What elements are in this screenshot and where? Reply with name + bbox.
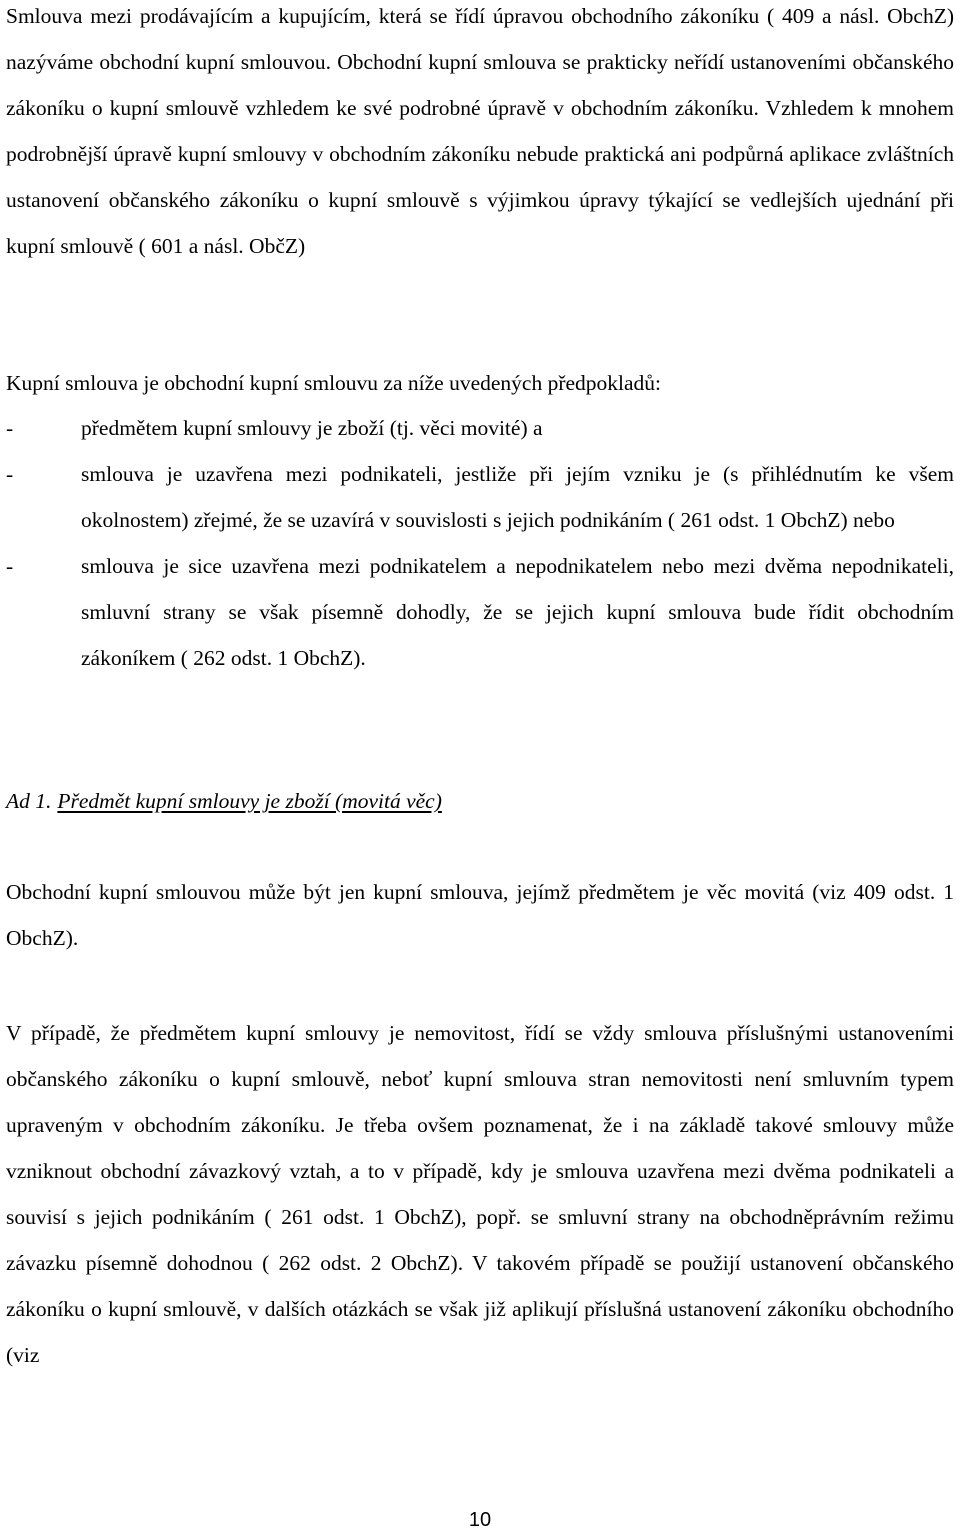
- section-heading-title: Předmět kupní smlouvy je zboží (movitá věc): [57, 789, 442, 813]
- list-dash: -: [6, 554, 14, 578]
- paragraph-real-estate: V případě, že předmětem kupní smlouvy je nemovitost, řídí se vždy smlouva příslušnými ustanoveními občanského zákoníku o kupní smlouvě, neboť kupní smlouva stran nemovitosti není smluvním typem upraveným v obchodním zákoníku. Je třeba ovšem poznamenat, že i na základě takové smlouvy může vzniknout obchodní závazkový vztah, a to v případě, kdy je smlouva uzavřena mezi dvěma podnikateli a souvisí s jejich podnikáním ( 261 odst. 1 ObchZ), popř. se smluvní strany na obchodněprávním režimu závazku písemně dohodnou ( 262 odst. 2 ObchZ). V takovém případě se použijí ustanovení občanského zákoníku o kupní smlouvě, v dalších otázkách se však již aplikují příslušná ustanovení zákoníku obchodního (viz: [6, 1021, 954, 1367]
- list-dash: -: [6, 416, 14, 440]
- list-item-text: smlouva je uzavřena mezi podnikateli, jestliže při jejím vzniku je (s přihlédnutím ke všem okolnostem) zřejmé, že se uzavírá v souvislosti s jejich podnikáním ( 261 odst. 1 ObchZ) nebo: [81, 462, 954, 532]
- page-number: 10: [468, 1509, 492, 1531]
- list-item: [6, 451, 954, 543]
- conditions-list: [6, 405, 954, 681]
- list-item-text: smlouva je sice uzavřena mezi podnikatelem a nepodnikatelem nebo mezi dvěma nepodnikateli, smluvní strany se však písemně dohodly, že se jejich kupní smlouva bude řídit obchodním zákoníkem ( 262 odst. 1 ObchZ).: [81, 554, 954, 670]
- list-item-text: předmětem kupní smlouvy je zboží (tj. věci movité) a: [81, 416, 543, 440]
- paragraph-conditions-intro: Kupní smlouva je obchodní kupní smlouvu za níže uvedených předpokladů:: [6, 371, 662, 395]
- paragraph-intro: Smlouva mezi prodávajícím a kupujícím, která se řídí úpravou obchodního zákoníku ( 409 a násl. ObchZ) nazýváme obchodní kupní smlouvou. Obchodní kupní smlouva se prakticky neřídí ustanoveními občanského zákoníku o kupní smlouvě vzhledem ke své podrobné úpravě v obchodním zákoníku. Vzhledem k mnohem podrobnější úpravě kupní smlouvy v obchodním zákoníku nebude praktická ani podpůrná aplikace zvláštních ustanovení občanského zákoníku o kupní smlouvě s výjimkou úpravy týkající se vedlejších ujednání při kupní smlouvě ( 601 a násl. ObčZ): [6, 4, 954, 258]
- list-dash: -: [6, 462, 14, 486]
- section-heading-label: Ad 1.: [6, 789, 52, 813]
- section-heading: [6, 778, 442, 824]
- list-item: [6, 543, 954, 681]
- paragraph-movable-goods: Obchodní kupní smlouvou může být jen kupní smlouva, jejímž předmětem je věc movitá (viz 409 odst. 1 ObchZ).: [6, 880, 954, 950]
- list-item: [6, 405, 954, 451]
